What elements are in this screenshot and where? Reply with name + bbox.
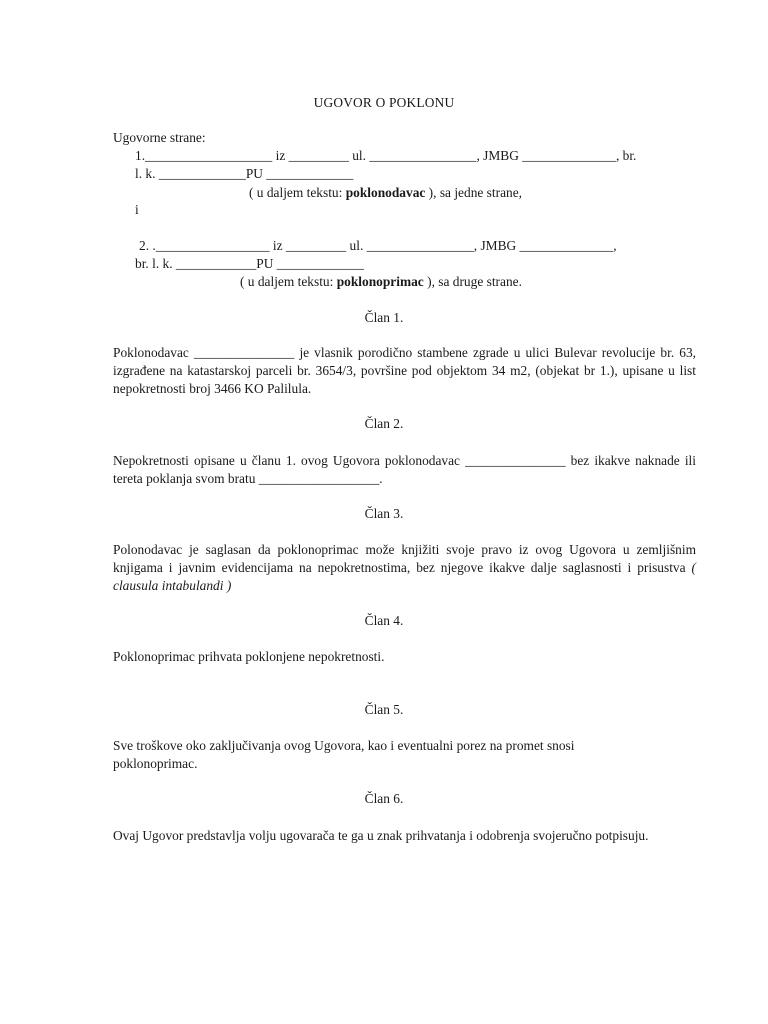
article-3-text: [113, 541, 696, 595]
article-4-text: Poklonoprimac prihvata poklonjene nepokretnosti.: [113, 649, 385, 664]
party2-role: [240, 273, 522, 291]
party2-line2: br. l. k. ____________PU _____________: [135, 256, 364, 271]
article-6-text: Ovaj Ugovor predstavlja volju ugovarača te ga u znak prihvatanja i odobrenja svojeručno potpisuju.: [113, 828, 649, 843]
article-6-heading: Član 6.: [364, 791, 404, 806]
article-1-heading: Član 1.: [364, 310, 404, 325]
party2-role-name: poklonoprimac: [336, 274, 424, 289]
article-3-heading: Član 3.: [364, 506, 404, 521]
party1-role-pre: ( u daljem tekstu:: [249, 185, 346, 200]
party1-line2: l. k. _____________PU _____________: [135, 166, 354, 181]
article-2-heading: Član 2.: [364, 416, 404, 431]
party2-line1: 2. ._________________ iz _________ ul. ________________, JMBG ______________,: [139, 238, 617, 253]
article-1-text: Poklonodavac _______________ je vlasnik porodično stambene zgrade u ulici Bulevar revolucije br. 63, izgrađene na katastarskoj parceli br. 3654/3, površine pod objektom 34 m2, (objekat br 1.), upisane u list nepokretnosti broj 3466 KO Palilula.: [113, 345, 696, 396]
parties-conjunction: i: [135, 202, 139, 217]
article-5-text: Sve troškove oko zaključivanja ovog Ugovora, kao i eventualni porez na promet snosi poklonoprimac.: [113, 738, 575, 771]
party2-role-pre: ( u daljem tekstu:: [240, 274, 337, 289]
party1-role-name: poklonodavac: [345, 185, 426, 200]
article-5-heading: Član 5.: [364, 702, 404, 717]
party1-line1: 1.___________________ iz _________ ul. ________________, JMBG ______________, br.: [135, 148, 637, 163]
party1-role: [249, 184, 522, 202]
party2-role-post: ), sa druge strane.: [423, 274, 522, 289]
article-3-clause: ( clausula intabulandi ): [113, 560, 696, 593]
article-2-text: Nepokretnosti opisane u članu 1. ovog Ugovora poklonodavac _______________ bez ikakve naknade ili tereta poklanja svom bratu __________________.: [113, 453, 696, 486]
party1-role-post: ), sa jedne strane,: [425, 185, 522, 200]
parties-heading: Ugovorne strane:: [113, 130, 206, 145]
article-4-heading: Član 4.: [364, 613, 404, 628]
document-title: UGOVOR O POKLONU: [313, 95, 455, 110]
article-3-body: Polonodavac je saglasan da poklonoprimac može knjižiti svoje pravo iz ovog Ugovora u zemljišnim knjigama i javnim evidencijama na nepokretnostima, bez njegove ikakve dalje saglasnosti i prisustva: [113, 542, 696, 575]
